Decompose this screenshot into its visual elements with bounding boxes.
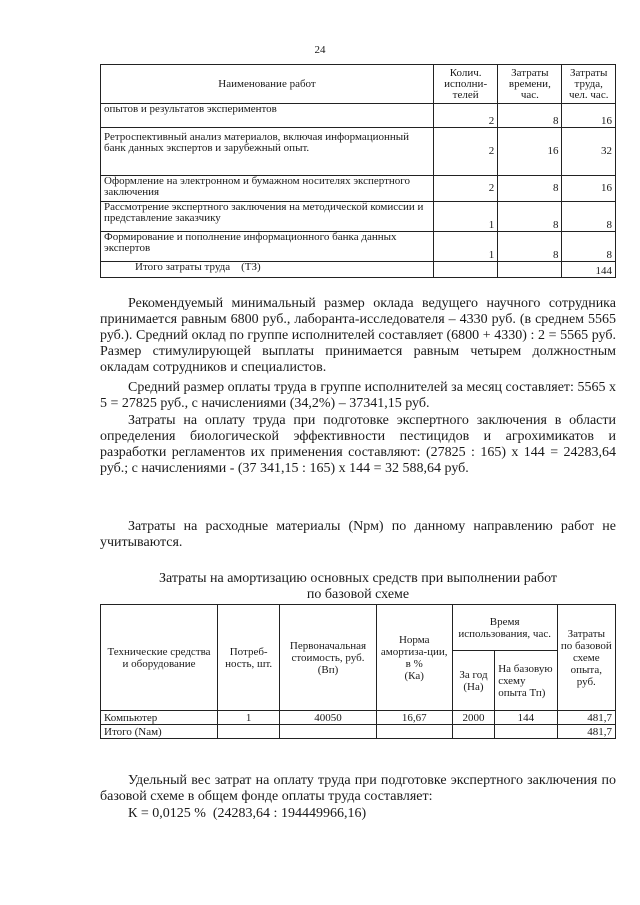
- table-header-row: [101, 605, 616, 651]
- column-header-cost: [280, 605, 376, 711]
- row-count: 2: [434, 176, 498, 202]
- total-label: Итого затраты труда (ТЗ): [101, 262, 434, 278]
- row-year: 2000: [452, 711, 494, 725]
- paragraph-share: Удельный вес затрат на оплату труда при подготовке экспертного заключения по базовой схеме в общем фонде оплаты труда составляет:: [100, 773, 616, 804]
- row-labor: 32: [562, 128, 616, 176]
- row-equipment: Компьютер: [101, 711, 218, 725]
- table-total-row: [101, 725, 616, 739]
- empty-cell: [218, 725, 280, 739]
- row-labor: 16: [562, 176, 616, 202]
- paragraph-average-pay: Средний размер оплаты труда в группе исполнителей за месяц составляет: 5565 х 5 = 27825 руб., с начислениями (34,2%) – 37341,15 руб.: [100, 380, 616, 411]
- paragraph-salary: Рекомендуемый минимальный размер оклада ведущего научного сотрудника принимается равным 6800 руб., лаборанта-исследователя – 4330 руб. (в среднем 5565 руб.). Средний оклад по группе исполнителей составляет (6800 + 4330) : 2 = 5565 руб. Размер стимулирующей выплаты принимается равным четырем должностным окладам сотрудников и специалистов.: [100, 296, 616, 375]
- total-value: 144: [562, 262, 616, 278]
- per-year-label: За год: [459, 668, 488, 681]
- row-need: 1: [218, 711, 280, 725]
- labor-costs-table: [100, 64, 616, 278]
- column-header-need: Потреб-ность, шт.: [218, 605, 280, 711]
- norm-label: Норма амортиза-ции, в %: [380, 633, 448, 670]
- cost-symbol: (Вп): [317, 663, 339, 676]
- row-hours: 8: [498, 232, 562, 262]
- page-number: 24: [314, 44, 326, 56]
- empty-cell: [498, 262, 562, 278]
- empty-cell: [376, 725, 452, 739]
- row-hours: 8: [498, 176, 562, 202]
- row-count: 1: [434, 232, 498, 262]
- row-hours: 8: [498, 202, 562, 232]
- row-name: Оформление на электронном и бумажном носителях экспертного заключения: [101, 176, 434, 202]
- empty-cell: [495, 725, 557, 739]
- depreciation-table: [100, 604, 616, 739]
- column-header-time: Затраты времени, час.: [498, 65, 562, 104]
- row-cost: 40050: [280, 711, 376, 725]
- empty-cell: [452, 725, 494, 739]
- table-row: [101, 711, 616, 725]
- column-header-norm: [376, 605, 452, 711]
- empty-cell: [434, 262, 498, 278]
- table-row: [101, 232, 616, 262]
- table-row: [101, 202, 616, 232]
- row-labor: 16: [562, 104, 616, 128]
- total-value: 481,7: [557, 725, 615, 739]
- row-base: 144: [495, 711, 557, 725]
- row-name: Формирование и пополнение информационного банка данных экспертов: [101, 232, 434, 262]
- table-row: [101, 176, 616, 202]
- norm-symbol: (Ка): [404, 669, 424, 682]
- cost-label: Первоначальная стоимость, руб.: [289, 639, 367, 664]
- per-year-symbol: (На): [463, 680, 484, 693]
- row-labor: 8: [562, 232, 616, 262]
- row-hours: 8: [498, 104, 562, 128]
- column-header-per-year: [452, 651, 494, 711]
- paragraph-labor-costs: Затраты на оплату труда при подготовке экспертного заключения в области определения биологической эффективности пестицидов и агрохимикатов и разработки регламентов их применения составляют: (27825 : 165) х 144 = 24283,64 руб.; с начислениями - (37 341,15 : 165) х 144 = 32 588,64 руб.: [100, 413, 616, 476]
- column-header-labor: Затраты труда, чел. час.: [562, 65, 616, 104]
- row-norm: 16,67: [376, 711, 452, 725]
- column-header-work-name: Наименование работ: [101, 65, 434, 104]
- empty-cell: [280, 725, 376, 739]
- paragraph-materials: Затраты на расходные материалы (Nрм) по данному направлению работ не учитываются.: [100, 519, 616, 550]
- formula: К = 0,0125 % (24283,64 : 194449966,16): [128, 806, 367, 821]
- column-header-costs: Затраты по базовой схеме опыта, руб.: [557, 605, 615, 711]
- table-row: [101, 104, 616, 128]
- total-label: Итого (Nам): [101, 725, 218, 739]
- row-total: 481,7: [557, 711, 615, 725]
- table-total-row: [101, 262, 616, 278]
- row-hours: 16: [498, 128, 562, 176]
- column-header-equipment: Технические средства и оборудование: [101, 605, 218, 711]
- column-header-usage-time: Время использования, час.: [452, 605, 557, 651]
- row-count: 2: [434, 128, 498, 176]
- row-count: 1: [434, 202, 498, 232]
- row-count: 2: [434, 104, 498, 128]
- table-header-row: [101, 65, 616, 104]
- caption-line: по базовой схеме: [306, 587, 410, 602]
- table-caption: [100, 571, 616, 603]
- column-header-performers: Колич. исполни-телей: [434, 65, 498, 104]
- row-name: опытов и результатов экспериментов: [101, 104, 434, 128]
- row-name: Ретроспективный анализ материалов, включая информационный банк данных экспертов и зарубежный опыт.: [101, 128, 434, 176]
- table-row: [101, 128, 616, 176]
- row-labor: 8: [562, 202, 616, 232]
- column-header-base-scheme: На базовую схему опыта Тп): [495, 651, 557, 711]
- row-name: Рассмотрение экспертного заключения на методической комиссии и представление заказчику: [101, 202, 434, 232]
- caption-line: Затраты на амортизацию основных средств при выполнении работ: [158, 571, 558, 586]
